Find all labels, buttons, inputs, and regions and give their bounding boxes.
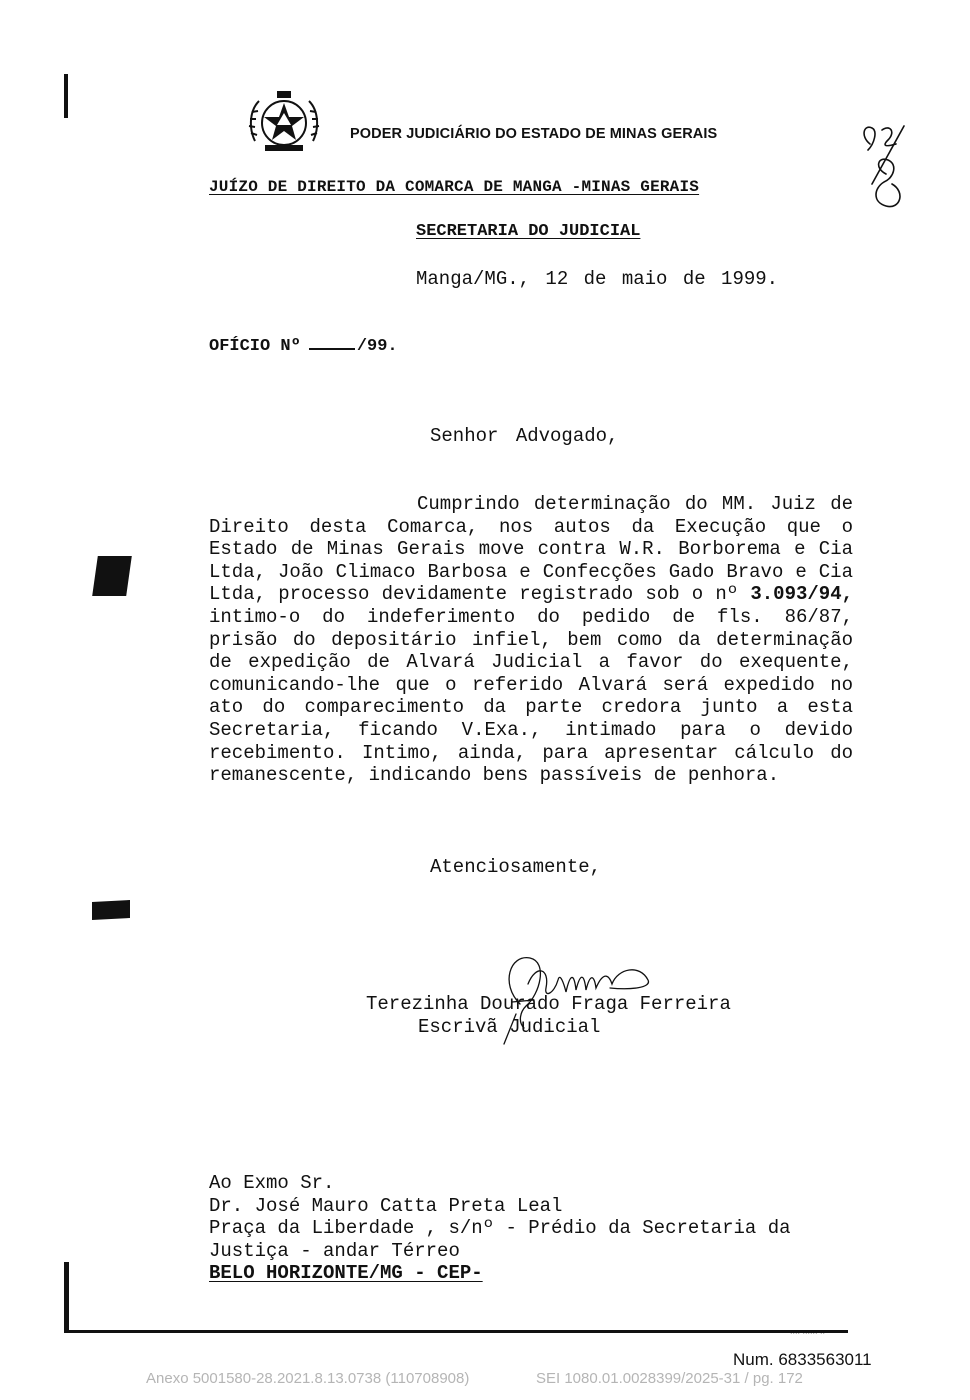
greeting: Senhor Advogado, — [430, 425, 619, 447]
oficio-number — [209, 336, 398, 359]
addressee-line-5: BELO HORIZONTE/MG - CEP- — [209, 1262, 483, 1285]
handwritten-page-number — [852, 122, 916, 214]
addressee-block — [209, 1172, 869, 1285]
signatory-name: Terezinha Dourado Fraga Ferreira — [366, 993, 731, 1015]
scan-bottom-line — [64, 1330, 848, 1333]
coat-of-arms-icon — [247, 89, 321, 155]
addressee-line-1: Ao Exmo Sr. — [209, 1172, 335, 1194]
organization-name: PODER JUDICIÁRIO DO ESTADO DE MINAS GERAIS — [350, 126, 718, 142]
scan-margin-mark — [64, 74, 68, 118]
oficio-blank — [309, 348, 355, 350]
addressee-line-4: Justiça - andar Térreo — [209, 1239, 460, 1262]
punch-hole-mark — [92, 556, 132, 596]
addressee-line-3: Praça da Liberdade , s/nº - Prédio da Secretaria da — [209, 1217, 791, 1240]
footer-sei: SEI 1080.01.0028399/2025-31 / pg. 172 — [536, 1370, 803, 1387]
court-name: JUÍZO DE DIREITO DA COMARCA DE MANGA -MINAS GERAIS — [209, 178, 700, 196]
letter-body — [209, 493, 853, 787]
oficio-label: OFÍCIO Nº — [209, 337, 301, 356]
oficio-suffix: /99. — [356, 337, 398, 356]
punch-hole-mark-lower — [92, 900, 130, 920]
signatory-role: Escrivã Judicial — [418, 1016, 601, 1038]
department-name: SECRETARIA DO JUDICIAL — [416, 222, 641, 241]
body-part-2: intimo-o do indeferimento do pedido de fls. 86/87, prisão do depositário infiel, bem como da determinação de expedição de Alvará Judicial a favor do exequente, comunicando-lhe que o referido Alvará será expedido no ato do comparecimento da parte credora junto a esta Secretaria, ficando V.Exa., intimado para o devido recebimento. Intimo, ainda, para apresentar cálculo do remanescente, indicando bens passíveis de penhora. — [209, 605, 853, 787]
scan-dots: .... ...... .. — [790, 1326, 826, 1336]
addressee-line-2: Dr. José Mauro Catta Preta Leal — [209, 1194, 563, 1217]
closing: Atenciosamente, — [430, 856, 602, 878]
body-part-1: Cumprindo determinação do MM. Juiz de Direito desta Comarca, nos autos da Execução que o Estado de Minas Gerais move contra W.R. Borborema e Cia Ltda, João Climaco Barbosa e Confecções Gado Bravo e Cia Ltda, processo devidamente registrado sob o nº — [209, 493, 853, 606]
footer-annex: Anexo 5001580-28.2021.8.13.0738 (110708908) — [146, 1370, 470, 1387]
date-line: Manga/MG., 12 de maio de 1999. — [416, 268, 779, 290]
scan-margin-mark-bottom — [64, 1262, 69, 1332]
process-number: 3.093/94, — [750, 583, 853, 606]
document-number: Num. 6833563011 — [733, 1350, 872, 1369]
